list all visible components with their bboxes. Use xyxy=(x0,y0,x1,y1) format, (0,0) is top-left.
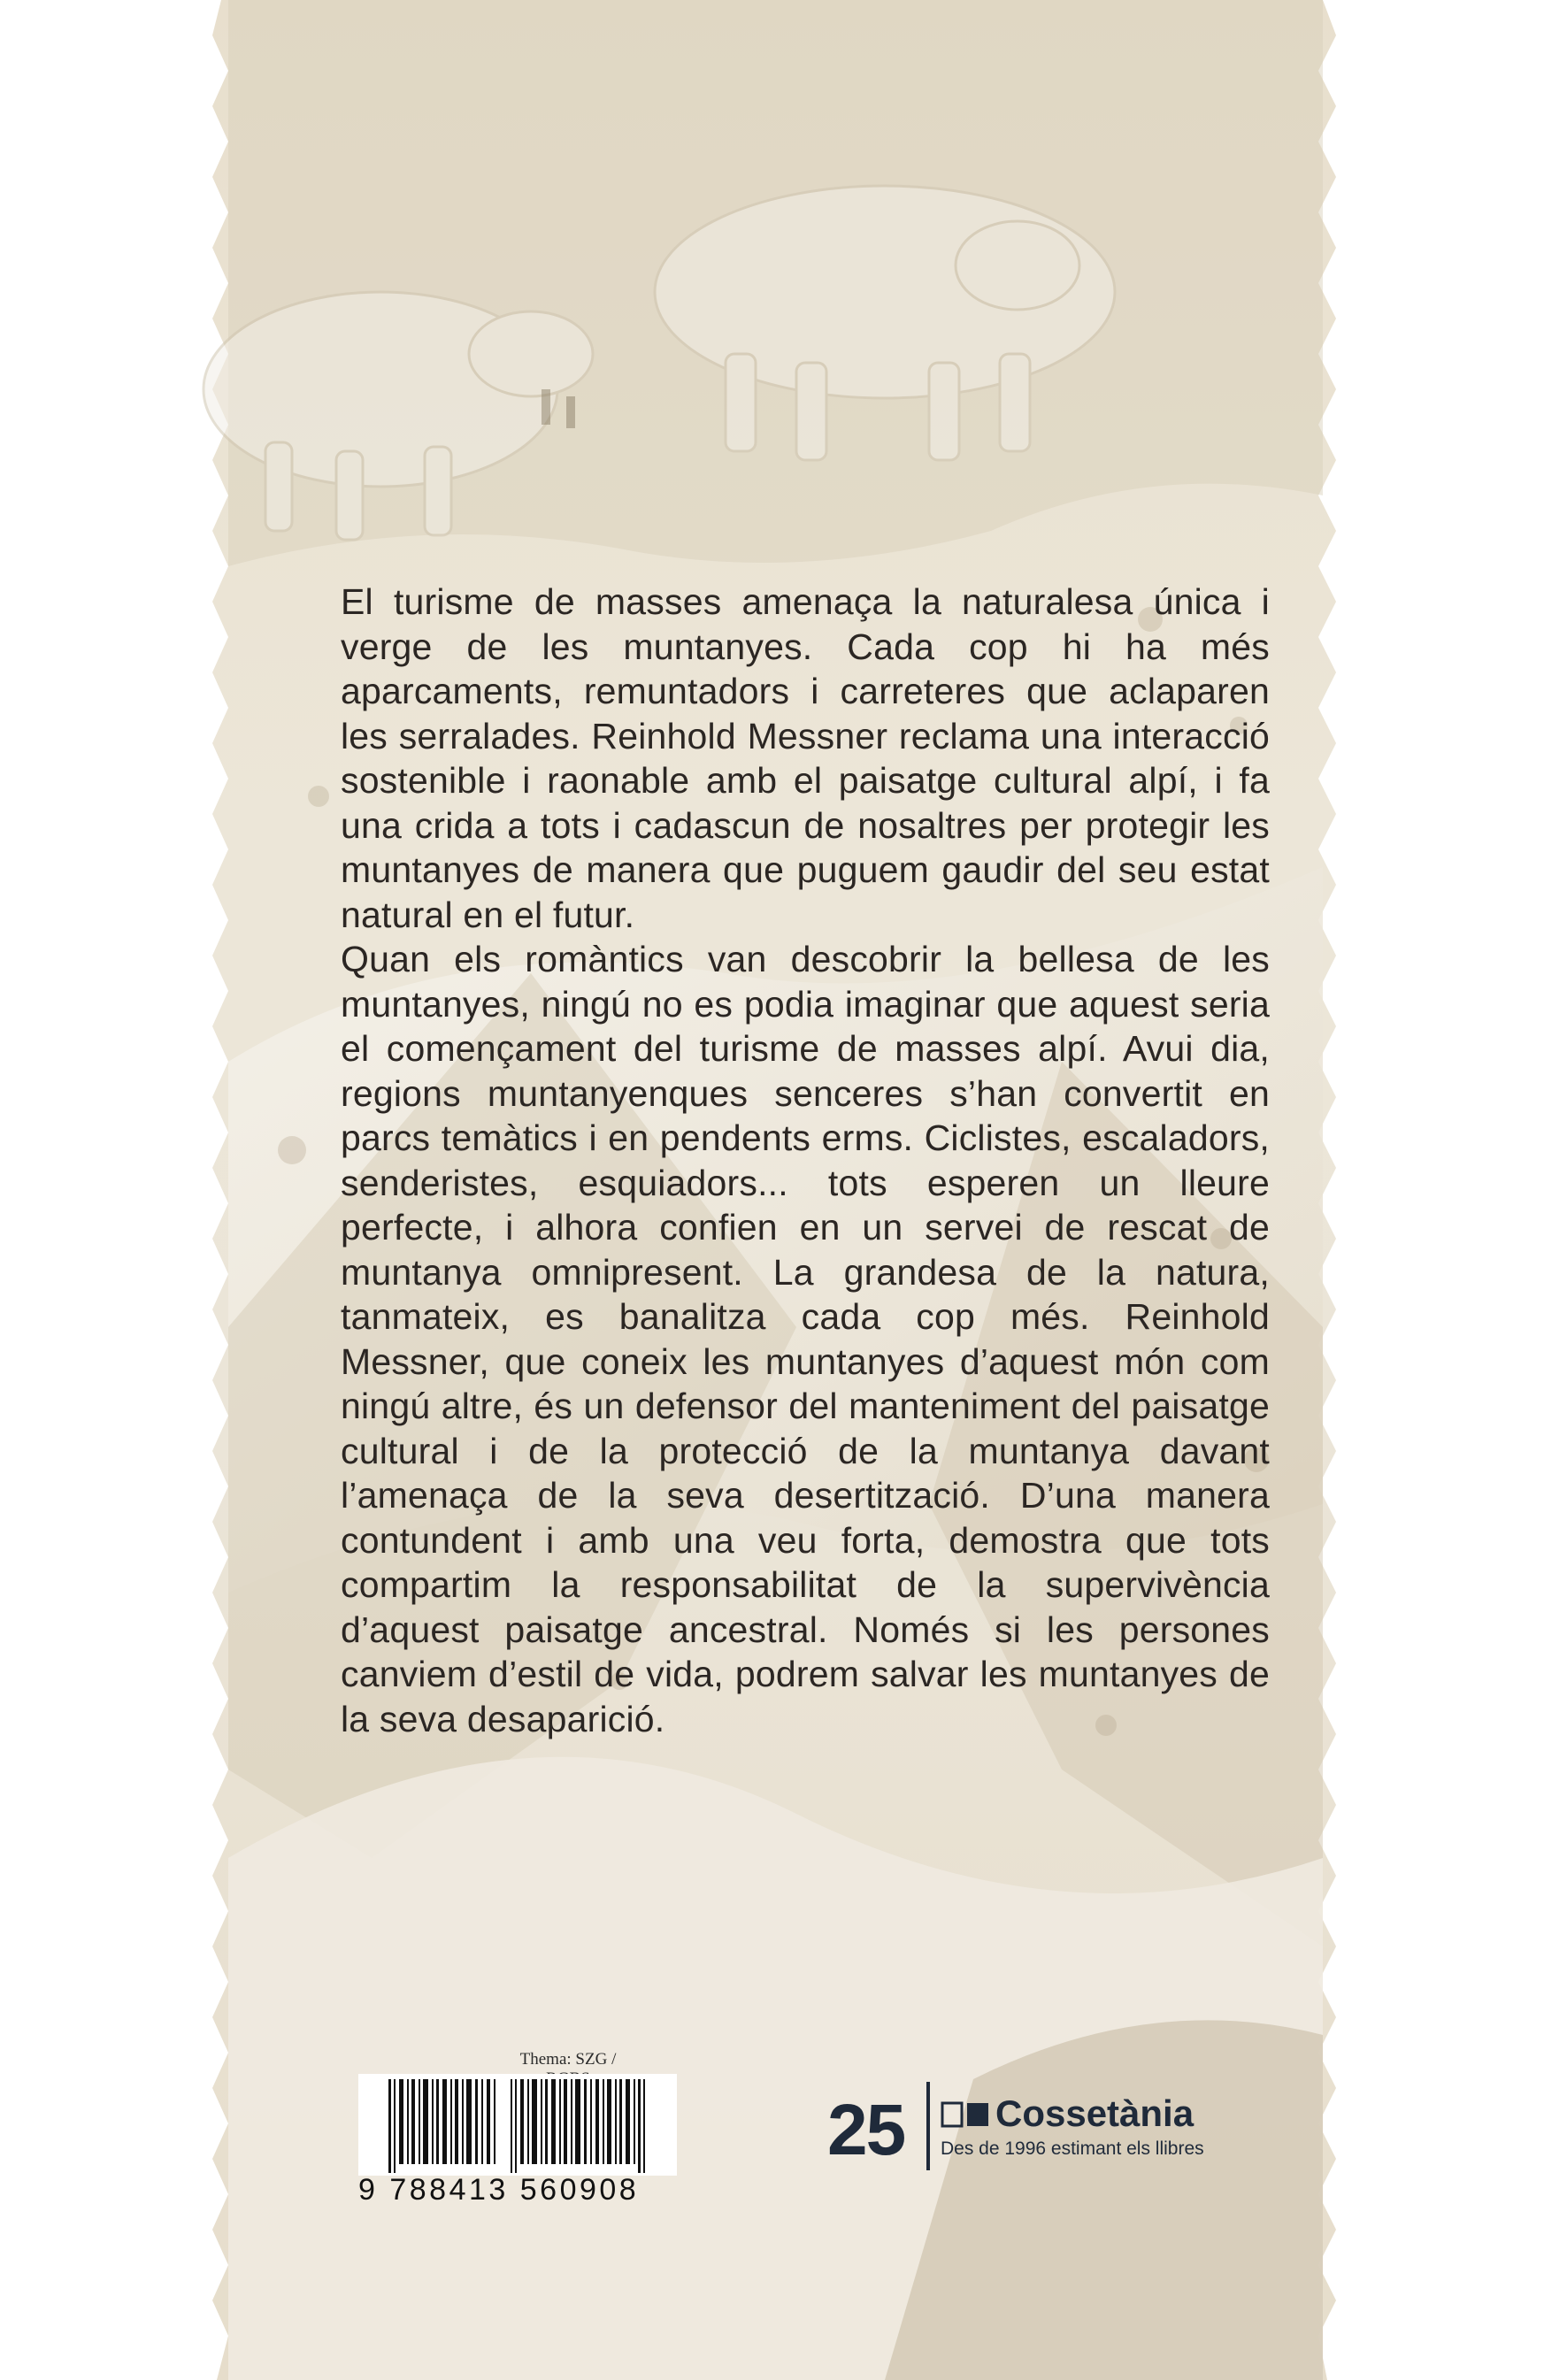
thema-code: Thema: SZG / xyxy=(519,2050,617,2069)
back-cover-blurb xyxy=(341,580,1270,1741)
publisher-tagline: Des de 1996 estimant els llibres xyxy=(941,2138,1204,2159)
blurb-paragraph: Quan els romàntics van descobrir la bellesa de les muntanyes, ningú no es podia imaginar que aquest seria el començament del turisme de masses alpí. Avui dia, regions muntanyenques senceres s’han convertit en parcs temàtics i en pendents erms. Ciclistes, escaladors, senderistes, esquiadors... tots esperen un lleure perfecte, i alhora confien en un servei de rescat de muntanya omnipresent. La grandesa de la natura, tanmateix, es banalitza cada cop més. Reinhold Messner, que coneix les muntanyes d’aquest món com ningú altre, és un defensor del manteniment del paisatge cultural i de la protecció de la muntanya davant l’amenaça de la seva desertització. D’una manera contundent i amb una veu forta, demostra que tots compartim la responsabilitat de la supervivència d’aquest paisatge ancestral. Només si les persones canviem d’estil de vida, podrem salvar les muntanyes de la seva desaparició. xyxy=(341,939,1270,1739)
blurb-paragraph: El turisme de masses amenaça la naturalesa única i verge de les muntanyes. Cada cop hi ha més aparcaments, remuntadors i carreteres que aclaparen les serralades. Reinhold Messner reclama una interacció sostenible i raonable amb el paisatge cultural alpí, i fa una crida a tots i cadascun de nosaltres per protegir les muntanyes de manera que puguem gaudir del seu estat natural en el futur. xyxy=(341,581,1270,935)
isbn-digits: 9 788413 560908 xyxy=(358,2173,640,2207)
publisher-logo-icon xyxy=(941,2101,990,2128)
publisher-block xyxy=(827,2077,1252,2174)
barcode-icon xyxy=(358,2074,677,2176)
anniversary-number: 25 xyxy=(827,2090,905,2170)
publisher-name: Cossetània xyxy=(995,2092,1194,2134)
publisher-divider xyxy=(926,2082,930,2170)
isbn-barcode xyxy=(358,2074,677,2207)
